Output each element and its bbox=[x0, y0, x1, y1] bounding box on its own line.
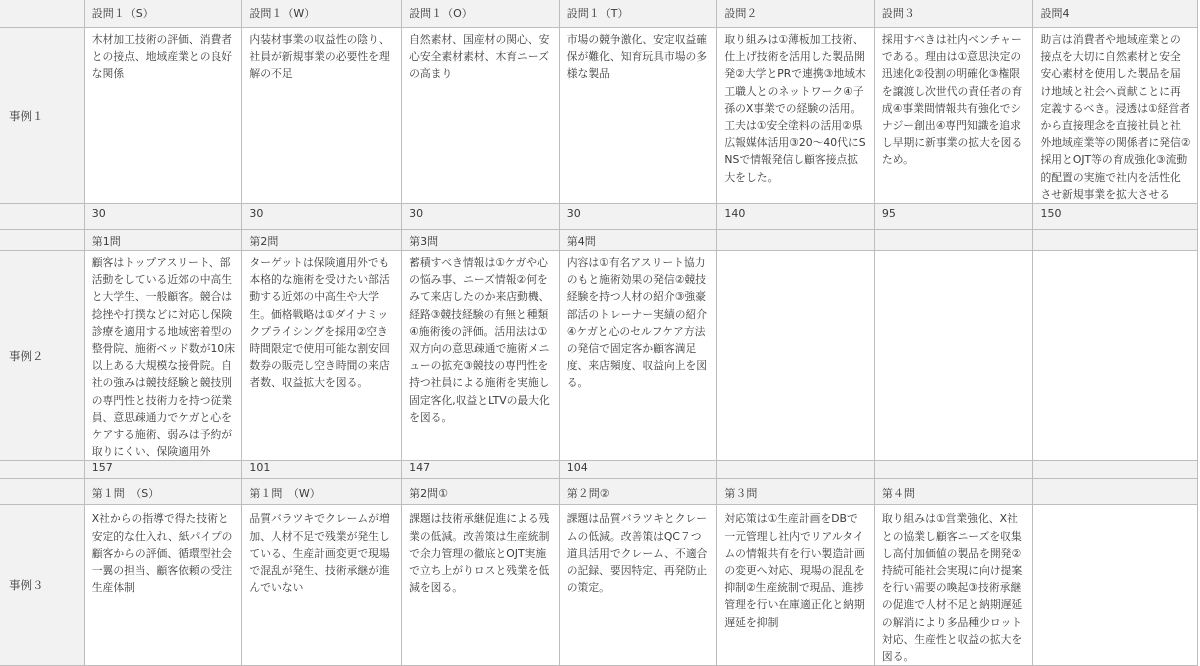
answer-cell[interactable]: 自然素材、国産材の関心、安心安全素材素材、木育ニーズの高まり bbox=[402, 28, 560, 204]
count-label-cell bbox=[0, 461, 84, 479]
answer-cell[interactable]: 課題は技術承継促進による残業の低減。改善策は生産統制で余力管理の徹底とOJT実施で立ち上がりロスと残業を低減を図る。 bbox=[402, 505, 560, 666]
count-cell[interactable]: 30 bbox=[242, 204, 402, 230]
count-cell[interactable] bbox=[874, 461, 1033, 479]
answer-cell[interactable]: 取り組みは①薄板加工技術、仕上げ技術を活用した製品開発②大学とPRで連携③地域木工職人とのネットワーク④子孫のX事業での経験の活用。工夫は①安全塗料の活用②県広報媒体活用③20〜40代にSNSで情報発信し顧客接点拡大をした。 bbox=[717, 28, 875, 204]
question-cell[interactable]: 第2問 bbox=[242, 230, 402, 251]
case1-row bbox=[0, 28, 1198, 204]
question-cell[interactable]: 第１問 （S） bbox=[84, 479, 242, 505]
case3-row bbox=[0, 505, 1198, 666]
answer-cell[interactable]: 顧客はトップアスリート、部活動をしている近郊の中高生と大学生、一般顧客。競合は捻挫や打撲などに対応し保険診療を適用する地域密着型の整骨院、施術ベッド数が10床以上ある大規模な接骨院。自社の強みは競技経験と競技別の専門性と技術力を持つ従業員、意思疎通力でケガと心をケアする施術、弱みは予約が取りにくい、保険適用外 bbox=[84, 251, 242, 461]
question-cell[interactable] bbox=[1033, 230, 1198, 251]
header-cell[interactable]: 設問１（T） bbox=[559, 0, 717, 28]
question-cell[interactable]: 第3問 bbox=[402, 230, 560, 251]
answer-cell[interactable]: 取り組みは①営業強化、X社との協業し顧客ニーズを収集し高付加価値の製品を開発②持続可能社会実現に向け提案を行い需要の喚起③技術承継の促進で人材不足と納期遅延の解消により多品種少ロット対応、生産性と収益の拡大を図る。 bbox=[874, 505, 1033, 666]
count-cell[interactable]: 157 bbox=[84, 461, 242, 479]
answer-cell[interactable]: 課題は品質バラツキとクレームの低減。改善策はQC７つ道具活用でクレーム、不適合の記録、要因特定、再発防止の策定。 bbox=[559, 505, 717, 666]
question-cell[interactable]: 第4問 bbox=[559, 230, 717, 251]
count-cell[interactable]: 30 bbox=[84, 204, 242, 230]
header-cell[interactable]: 設問１（W） bbox=[242, 0, 402, 28]
case3-label: 事例３ bbox=[0, 505, 84, 666]
answer-cell[interactable]: 木材加工技術の評価、消費者との接点、地域産業との良好な関係 bbox=[84, 28, 242, 204]
answer-cell[interactable]: 蓄積すべき情報は①ケガや心の悩み事、ニーズ情報②何をみて来店したのか来店動機、経路③競技経験の有無と種類④施術後の評価。活用法は①双方向の意思疎通で施術メニューの拡充③競技の専門性を持つ社員による施術を実施し固定客化,収益とLTVの最大化を図る。 bbox=[402, 251, 560, 461]
question-cell[interactable] bbox=[1033, 479, 1198, 505]
answer-cell[interactable]: X社からの指導で得た技術と安定的な仕入れ、紙パイプの顧客からの評価、循環型社会一翼の担当、顧客依頼の受注生産体制 bbox=[84, 505, 242, 666]
count-cell[interactable]: 95 bbox=[874, 204, 1033, 230]
count-cell[interactable]: 30 bbox=[559, 204, 717, 230]
answer-cell[interactable] bbox=[1033, 251, 1198, 461]
count-cell[interactable] bbox=[717, 461, 875, 479]
header-cell[interactable]: 設問4 bbox=[1033, 0, 1198, 28]
count-cell[interactable]: 150 bbox=[1033, 204, 1198, 230]
case2-label: 事例２ bbox=[0, 251, 84, 461]
question-cell[interactable]: 第１問 （W） bbox=[242, 479, 402, 505]
answer-cell[interactable]: 対応策は①生産計画をDBで一元管理し社内でリアルタイムの情報共有を行い製造計画の変更へ対応、現場の混乱を抑制②生産統制で現品、進捗管理を行い在庫適正化と納期遅延を抑制 bbox=[717, 505, 875, 666]
answer-cell[interactable]: 助言は消費者や地域産業との接点を大切に自然素材と安全安心素材を使用した製品を届け地域と社会へ貢献ことに再定義するべき。浸透は①経営者から直接理念を直接社員と社外地域産業等の関係者に発信②採用とOJT等の育成強化③流動的配置の実施で社内を活性化させ新規事業を拡大させる bbox=[1033, 28, 1198, 204]
header-row bbox=[0, 0, 1198, 28]
count-label-cell bbox=[0, 204, 84, 230]
answer-cell[interactable]: 内容は①有名アスリート協力のもと施術効果の発信②競技経験を持つ人材の紹介③強豪部活のトレーナー実績の紹介④ケガと心のセルフケア方法の発信で固定客か顧客満足度、来店頻度、収益向上を図る。 bbox=[559, 251, 717, 461]
case2-row bbox=[0, 251, 1198, 461]
count-cell[interactable]: 30 bbox=[402, 204, 560, 230]
question-cell[interactable]: 第４問 bbox=[874, 479, 1033, 505]
answer-cell[interactable] bbox=[1033, 505, 1198, 666]
header-cell[interactable]: 設問１（S） bbox=[84, 0, 242, 28]
answer-cell[interactable]: 採用すべきは社内ベンチャーである。理由は①意思決定の迅速化②役割の明確化③権限を譲渡し次世代の責任者の育成④事業間情報共有強化でシナジー創出④専門知識を追求し早期に新事業の拡大を図るため。 bbox=[874, 28, 1033, 204]
header-cell[interactable]: 設問２ bbox=[717, 0, 875, 28]
case3-question-row bbox=[0, 479, 1198, 505]
header-cell-empty bbox=[0, 0, 84, 28]
answer-cell[interactable] bbox=[874, 251, 1033, 461]
count-cell[interactable]: 104 bbox=[559, 461, 717, 479]
question-cell[interactable]: 第３問 bbox=[717, 479, 875, 505]
count-cell[interactable]: 147 bbox=[402, 461, 560, 479]
case2-question-row bbox=[0, 230, 1198, 251]
question-cell[interactable] bbox=[874, 230, 1033, 251]
question-label-cell bbox=[0, 479, 84, 505]
header-cell[interactable]: 設問３ bbox=[874, 0, 1033, 28]
count-cell[interactable]: 140 bbox=[717, 204, 875, 230]
question-label-cell bbox=[0, 230, 84, 251]
question-cell[interactable]: 第２問② bbox=[559, 479, 717, 505]
answer-cell[interactable]: 市場の競争激化、安定収益確保が難化、知育玩具市場の多様な製品 bbox=[559, 28, 717, 204]
header-cell[interactable]: 設問１（O） bbox=[402, 0, 560, 28]
count-cell[interactable]: 101 bbox=[242, 461, 402, 479]
question-cell[interactable]: 第2問① bbox=[402, 479, 560, 505]
answer-cell[interactable]: 品質バラツキでクレームが増加、人材不足で残業が発生している、生産計画変更で現場で混乱が発生、技術承継が進んでいない bbox=[242, 505, 402, 666]
question-cell[interactable]: 第1問 bbox=[84, 230, 242, 251]
count-cell[interactable] bbox=[1033, 461, 1198, 479]
answer-cell[interactable]: 内装材事業の収益性の陰り、社員が新規事業の必要性を理解の不足 bbox=[242, 28, 402, 204]
case1-label: 事例１ bbox=[0, 28, 84, 204]
answer-cell[interactable]: ターゲットは保険適用外でも本格的な施術を受けたい部活動する近郊の中高生や大学生。価格戦略は①ダイナミックプライシングを採用②空き時間限定で使用可能な割安回数券の販売し空き時間の来店者数、収益拡大を図る。 bbox=[242, 251, 402, 461]
case2-count-row bbox=[0, 461, 1198, 479]
answer-cell[interactable] bbox=[717, 251, 875, 461]
case1-count-row bbox=[0, 204, 1198, 230]
question-cell[interactable] bbox=[717, 230, 875, 251]
